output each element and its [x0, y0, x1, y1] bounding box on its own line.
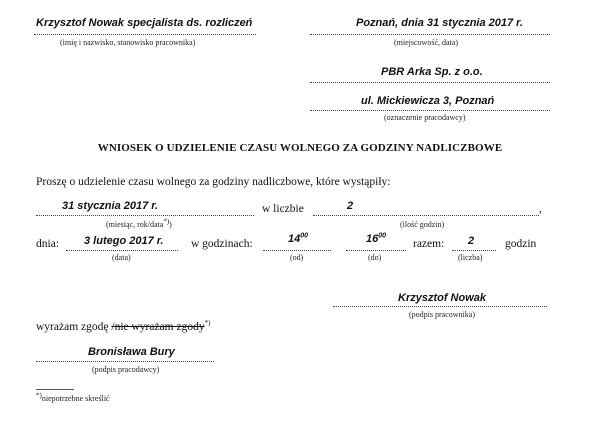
employer-signature-value: Bronisława Bury [88, 346, 175, 358]
overtime-hours-value: 2 [347, 200, 354, 212]
employer-signature-caption: (podpis pracodawcy) [92, 365, 160, 374]
overtime-period-caption: (miesiąc, rok/data*)) [106, 217, 172, 229]
from-time-value: $14^{00}$ [288, 232, 309, 245]
disagree-option-struck: nie wyrażam zgody [114, 321, 205, 333]
in-number-label: w liczbie [262, 203, 304, 215]
employee-signature-value: Krzysztof Nowak [398, 292, 487, 304]
total-value: 2 [468, 235, 475, 247]
total-unit: godzin [505, 238, 537, 250]
employer-signature-dotted-line [36, 361, 214, 362]
footnote-divider [36, 389, 74, 390]
employer-caption: (oznaczenie pracodawcy) [384, 113, 466, 122]
date-caption: (data) [112, 253, 131, 262]
employee-signature-caption: (podpis pracownika) [409, 310, 475, 319]
total-label: razem: [413, 238, 445, 250]
place-date-value: Poznań, dnia 31 stycznia 2017 r. [356, 17, 523, 29]
employer-address-value: ul. Mickiewicza 3, Poznań [361, 95, 495, 107]
employer-address-dotted-line [310, 110, 550, 111]
to-caption: (do) [368, 253, 382, 262]
place-date-caption: (miejscowość, data) [394, 38, 458, 47]
day-off-date-value: 3 lutego 2017 r. [84, 235, 164, 247]
employer-name-value: PBR Arka Sp. z o.o. [381, 66, 483, 78]
day-off-date-dotted-line [66, 250, 178, 251]
to-time-dotted-line [346, 250, 406, 251]
request-text: Proszę o udzielenie czasu wolnego za godziny nadliczbowe, które wystąpiły: [36, 176, 391, 188]
total-dotted-line [452, 250, 496, 251]
from-caption: (od) [290, 253, 304, 262]
employee-dotted-line [34, 34, 256, 35]
employer-name-dotted-line [310, 82, 550, 83]
employee-caption: (imię i nazwisko, stanowisko pracownika) [60, 38, 196, 47]
document-title: WNIOSEK O UDZIELENIE CZASU WOLNEGO ZA GODZINY NADLICZBOWE [97, 142, 503, 154]
hours-label: w godzinach: [191, 238, 253, 250]
employee-name-position-value: Krzysztof Nowak specjalista ds. rozliczeń [36, 17, 253, 29]
overtime-period-value: 31 stycznia 2017 r. [62, 200, 159, 212]
footnote: *)niepotrzebne skreślić [36, 391, 110, 403]
overtime-period-dotted-line [36, 215, 254, 216]
count-caption: (liczba) [458, 253, 483, 262]
place-date-dotted-line [310, 34, 550, 35]
from-time-dotted-line [263, 250, 331, 251]
comma: , [539, 203, 542, 215]
day-label: dnia: [36, 238, 59, 250]
agree-option: wyrażam zgodę [36, 321, 109, 333]
to-time-value: $16^{00}$ [366, 232, 387, 245]
employee-signature-dotted-line [333, 306, 547, 307]
overtime-hours-dotted-line [313, 215, 539, 216]
consent-line: wyrażam zgodę /nie wyrażam zgody*) [36, 319, 211, 333]
overtime-hours-caption: (ilość godzin) [400, 220, 445, 229]
